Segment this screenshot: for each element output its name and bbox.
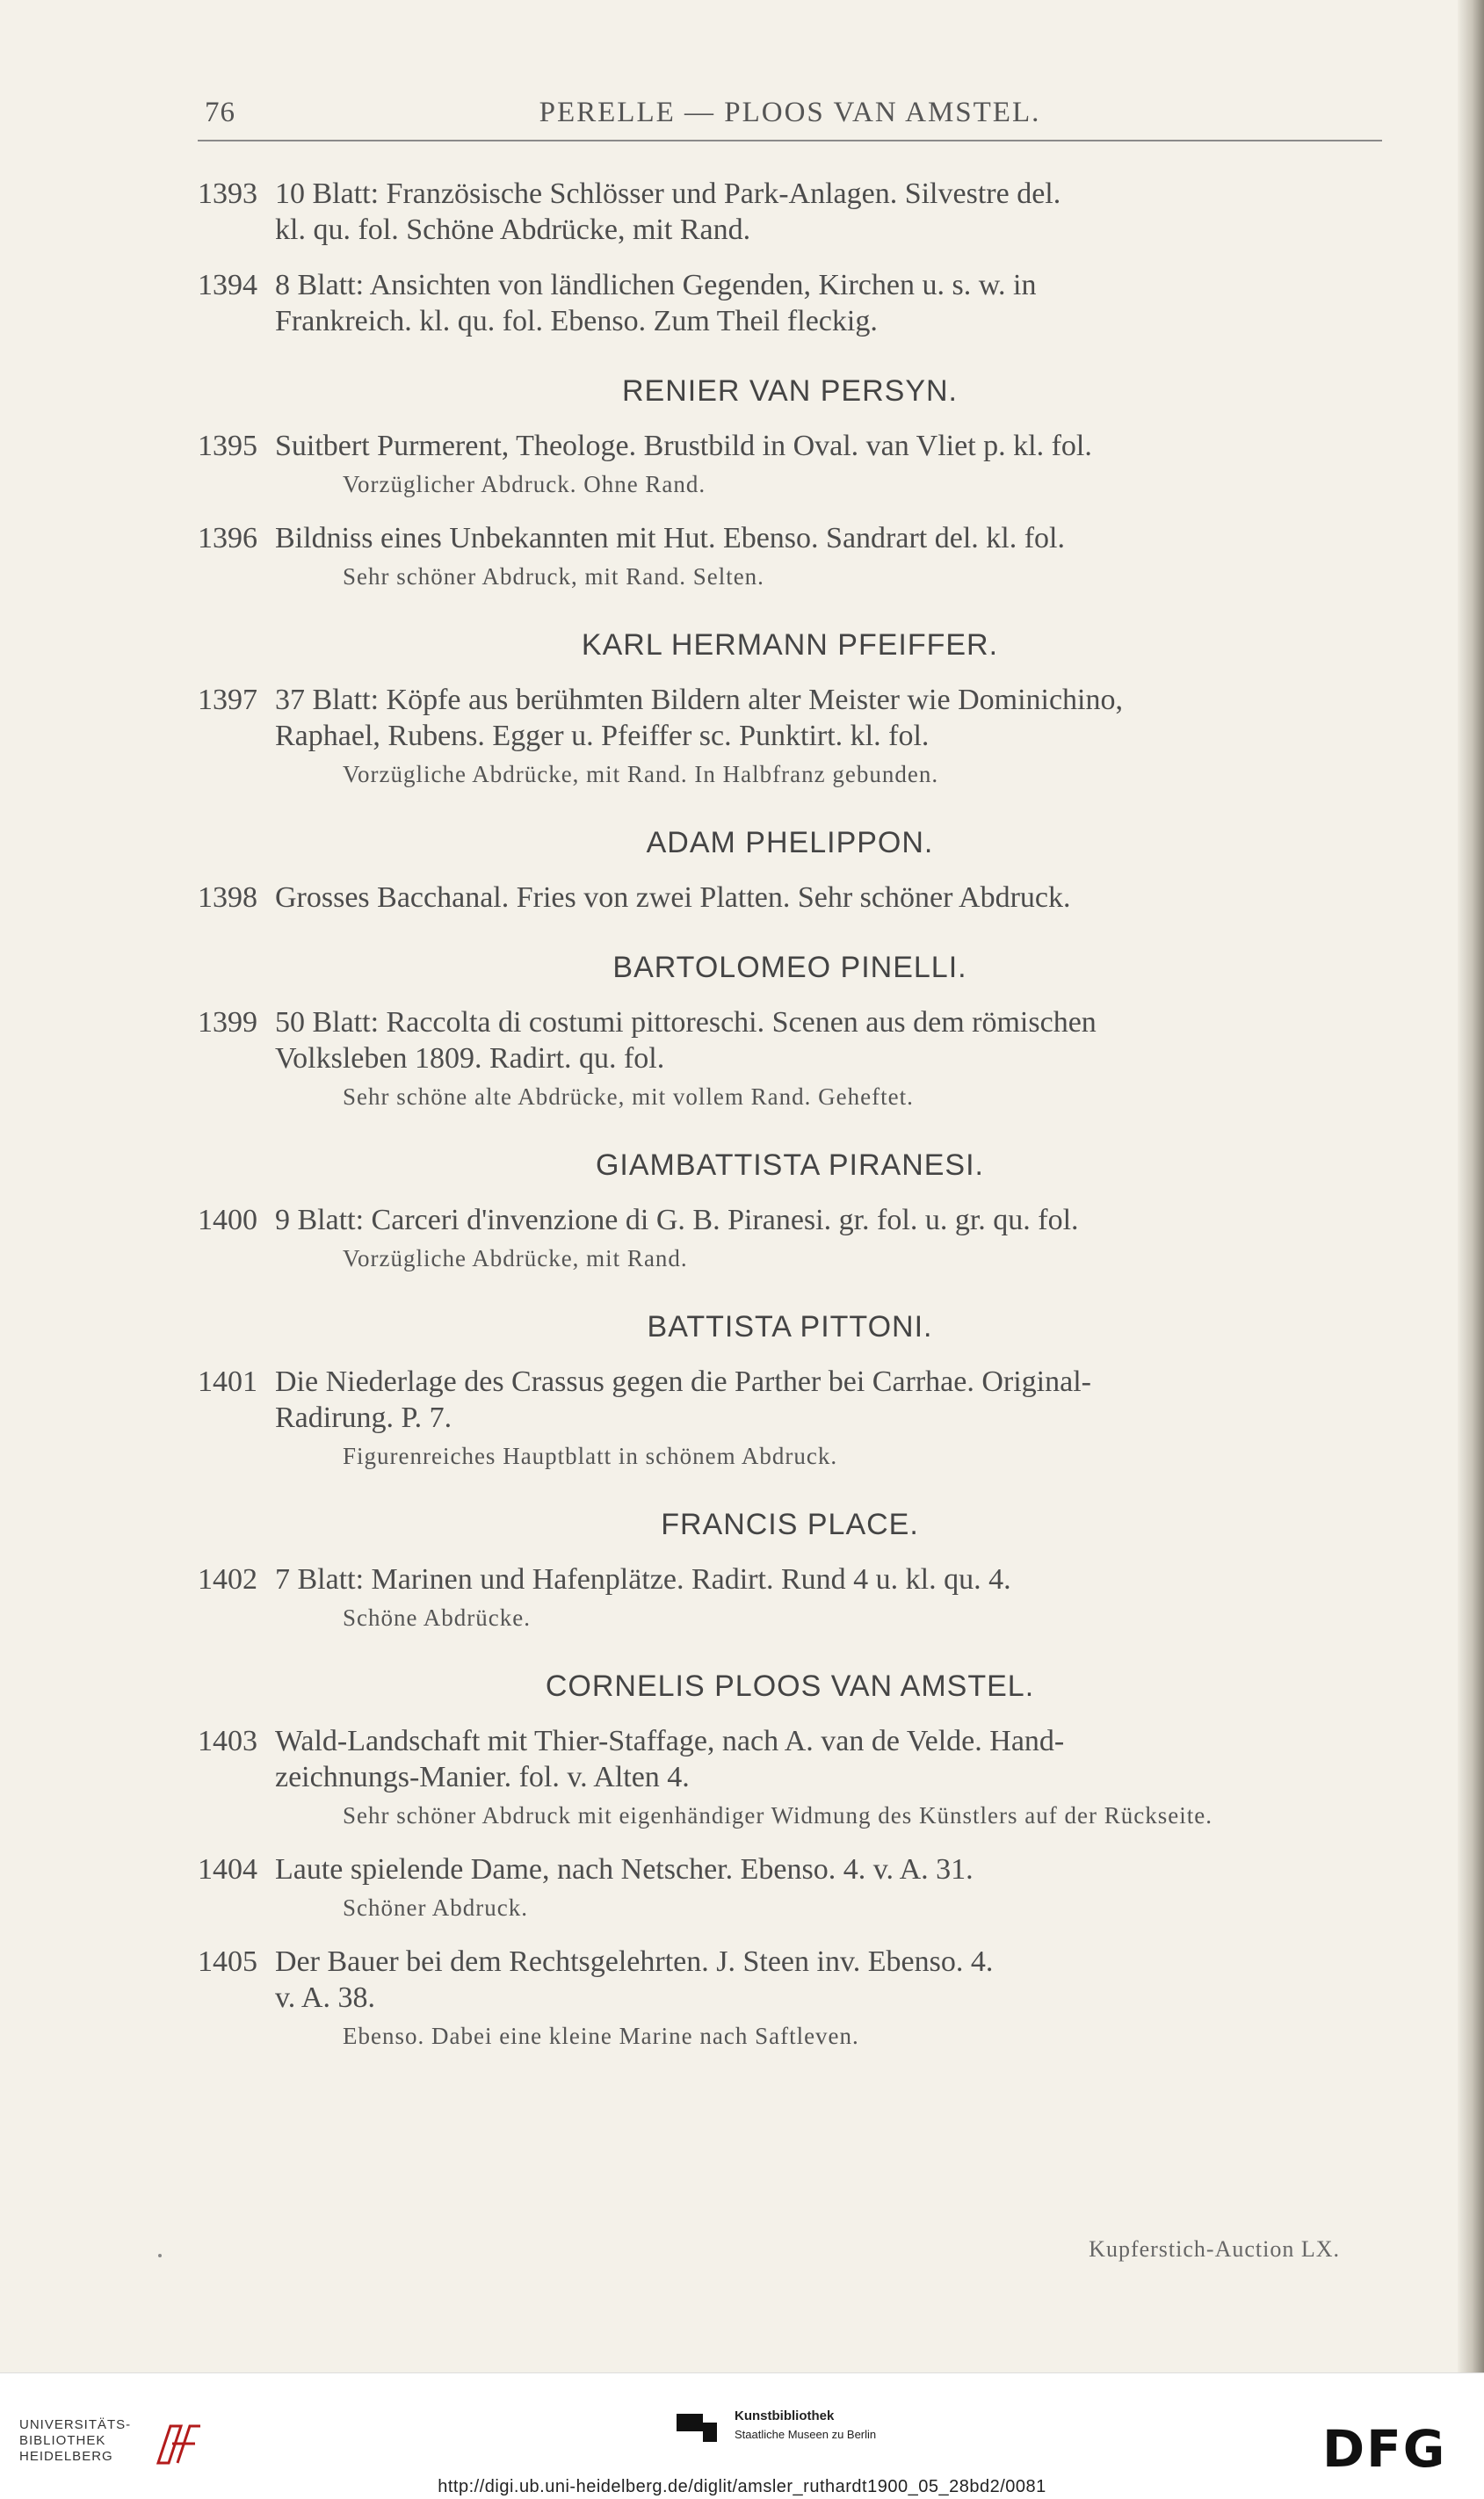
entry-description: 7 Blatt: Marinen und Hafenplätze. Radirt. Rund 4 u. kl. qu. 4.: [275, 1563, 1011, 1596]
condition-note: Schöne Abdrücke.: [343, 1604, 531, 1631]
page-speck: [158, 2254, 162, 2257]
lot-number: 1393: [198, 177, 257, 210]
entry-description: 10 Blatt: Französische Schlösser und Park-Anlagen. Silvestre del.: [275, 177, 1061, 210]
condition-note: Sehr schöner Abdruck mit eigenhändiger Widmung des Künstlers auf der Rückseite.: [343, 1802, 1213, 1829]
entry-continuation-line: [198, 1759, 1382, 1795]
condition-note: Vorzüglicher Abdruck. Ohne Rand.: [343, 471, 706, 497]
lot-number: 1396: [198, 522, 257, 554]
entry-description: 37 Blatt: Köpfe aus berühmten Bildern alter Meister wie Dominichino,: [275, 684, 1123, 716]
entry-continuation-line: [198, 303, 1382, 339]
artist-heading: ADAM PHELIPPON.: [646, 826, 934, 859]
header-rule: [198, 140, 1382, 141]
artist-heading: BARTOLOMEO PINELLI.: [612, 951, 967, 984]
entry-first-line: [198, 176, 1382, 212]
entry-description: Wald-Landschaft mit Thier-Staffage, nach A. van de Velde. Hand-: [275, 1725, 1065, 1757]
lot-number: 1403: [198, 1725, 257, 1757]
entry-first-line: [198, 520, 1382, 556]
entry-first-line: [198, 1944, 1382, 1980]
condition-note: Schöner Abdruck.: [343, 1894, 528, 1921]
lot-number: 1398: [198, 881, 257, 914]
lot-number: 1402: [198, 1563, 257, 1596]
footer-signature: Kupferstich-Auction LX.: [1089, 2236, 1340, 2262]
artist-heading: GIAMBATTISTA PIRANESI.: [595, 1148, 985, 1182]
entry-first-line: [198, 1364, 1382, 1400]
entry-first-line: [198, 682, 1382, 718]
entry-description: Grosses Bacchanal. Fries von zwei Platten. Sehr schöner Abdruck.: [275, 881, 1071, 914]
entry-description: 8 Blatt: Ansichten von ländlichen Gegenden, Kirchen u. s. w. in: [275, 269, 1037, 301]
lot-number: 1405: [198, 1945, 257, 1978]
entry-first-line: [198, 1561, 1382, 1597]
artist-heading: KARL HERMANN PFEIFFER.: [581, 628, 999, 662]
entry-description: v. A. 38.: [275, 1981, 375, 2014]
running-head: [196, 97, 1384, 139]
catalogue-entry: [198, 1004, 1382, 1113]
page-number: 76: [205, 97, 235, 128]
lot-number: 1394: [198, 269, 257, 301]
entry-continuation-line: [198, 718, 1382, 754]
entry-first-line: [198, 267, 1382, 303]
kunstbibliothek-name: Kunstbibliothek: [735, 2408, 835, 2423]
catalogue-entry: [198, 1723, 1382, 1832]
artist-heading: CORNELIS PLOOS VAN AMSTEL.: [545, 1670, 1035, 1703]
entry-description: Suitbert Purmerent, Theologe. Brustbild in Oval. van Vliet p. kl. fol.: [275, 430, 1092, 462]
lot-number: 1401: [198, 1365, 257, 1398]
catalogue-entry: [198, 428, 1382, 501]
catalogue-entry: [198, 1364, 1382, 1473]
entry-continuation-line: [198, 1040, 1382, 1076]
entry-description: Laute spielende Dame, nach Netscher. Ebenso. 4. v. A. 31.: [275, 1853, 974, 1886]
lot-number: 1395: [198, 430, 257, 462]
entry-continuation-line: [198, 212, 1382, 248]
dfg-logo[interactable]: DFG: [1322, 2419, 1447, 2479]
entry-description: Die Niederlage des Crassus gegen die Parther bei Carrhae. Original-: [275, 1365, 1091, 1398]
entry-first-line: [198, 1851, 1382, 1887]
catalogue-entry: [198, 1944, 1382, 2053]
lot-number: 1399: [198, 1006, 257, 1039]
entry-continuation-line: [198, 1400, 1382, 1436]
catalogue-entry: [198, 1202, 1382, 1275]
catalogue-entry: [198, 1851, 1382, 1924]
entry-description: Frankreich. kl. qu. fol. Ebenso. Zum Theil fleckig.: [275, 305, 878, 337]
entry-description: Raphael, Rubens. Egger u. Pfeiffer sc. Punktirt. kl. fol.: [275, 720, 930, 752]
entry-continuation-line: [198, 1980, 1382, 2016]
condition-note: Ebenso. Dabei eine kleine Marine nach Saftleven.: [343, 2023, 859, 2049]
entry-description: Der Bauer bei dem Rechtsgelehrten. J. Steen inv. Ebenso. 4.: [275, 1945, 994, 1978]
university-name: UNIVERSITÄTS- BIBLIOTHEK HEIDELBERG: [19, 2417, 132, 2464]
lot-number: 1400: [198, 1204, 257, 1236]
source-url-link[interactable]: http://digi.ub.uni-heidelberg.de/diglit/amsler_ruthardt1900_05_28bd2/0081: [438, 2477, 1046, 2496]
entry-description: Bildniss eines Unbekannten mit Hut. Ebenso. Sandrart del. kl. fol.: [275, 522, 1065, 554]
catalogue-entry: [198, 176, 1382, 248]
catalogue-entry: [198, 267, 1382, 339]
lot-number: 1397: [198, 684, 257, 716]
entry-description: zeichnungs-Manier. fol. v. Alten 4.: [275, 1761, 690, 1793]
artist-heading: BATTISTA PITTONI.: [647, 1310, 933, 1344]
page-edge-shadow: [1458, 0, 1484, 2372]
entry-description: 50 Blatt: Raccolta di costumi pittoreschi. Scenen aus dem römischen: [275, 1006, 1097, 1039]
kunstbibliothek-subtitle: Staatliche Museen zu Berlin: [735, 2428, 877, 2441]
entry-description: 9 Blatt: Carceri d'invenzione di G. B. Piranesi. gr. fol. u. gr. qu. fol.: [275, 1204, 1079, 1236]
entry-first-line: [198, 1004, 1382, 1040]
entry-description: Volksleben 1809. Radirt. qu. fol.: [275, 1042, 665, 1075]
heidelberg-emblem-icon: [151, 2417, 204, 2470]
library-bar: [0, 2372, 1484, 2499]
artist-heading: FRANCIS PLACE.: [661, 1508, 919, 1541]
university-logo[interactable]: [19, 2417, 213, 2465]
condition-note: Sehr schöne alte Abdrücke, mit vollem Rand. Geheftet.: [343, 1083, 914, 1110]
lot-number: 1404: [198, 1853, 257, 1886]
condition-note: Sehr schöner Abdruck, mit Rand. Selten.: [343, 563, 764, 590]
kunstbibliothek-mark-icon: [677, 2407, 726, 2442]
page-heading: PERELLE — PLOOS VAN AMSTEL.: [539, 97, 1041, 128]
entry-first-line: [198, 880, 1382, 916]
condition-note: Vorzügliche Abdrücke, mit Rand. In Halbfranz gebunden.: [343, 761, 939, 787]
catalogue-entry: [198, 520, 1382, 593]
condition-note: Vorzügliche Abdrücke, mit Rand.: [343, 1245, 688, 1271]
entry-description: kl. qu. fol. Schöne Abdrücke, mit Rand.: [275, 214, 751, 246]
entry-first-line: [198, 428, 1382, 464]
artist-heading: RENIER VAN PERSYN.: [621, 374, 958, 408]
entry-description: Radirung. P. 7.: [275, 1402, 452, 1434]
catalogue-entry: [198, 1561, 1382, 1634]
catalogue-entry: [198, 880, 1382, 916]
entry-first-line: [198, 1202, 1382, 1238]
entry-first-line: [198, 1723, 1382, 1759]
condition-note: Figurenreiches Hauptblatt in schönem Abdruck.: [343, 1443, 838, 1469]
catalogue-content: [198, 176, 1382, 2072]
catalogue-entry: [198, 682, 1382, 791]
